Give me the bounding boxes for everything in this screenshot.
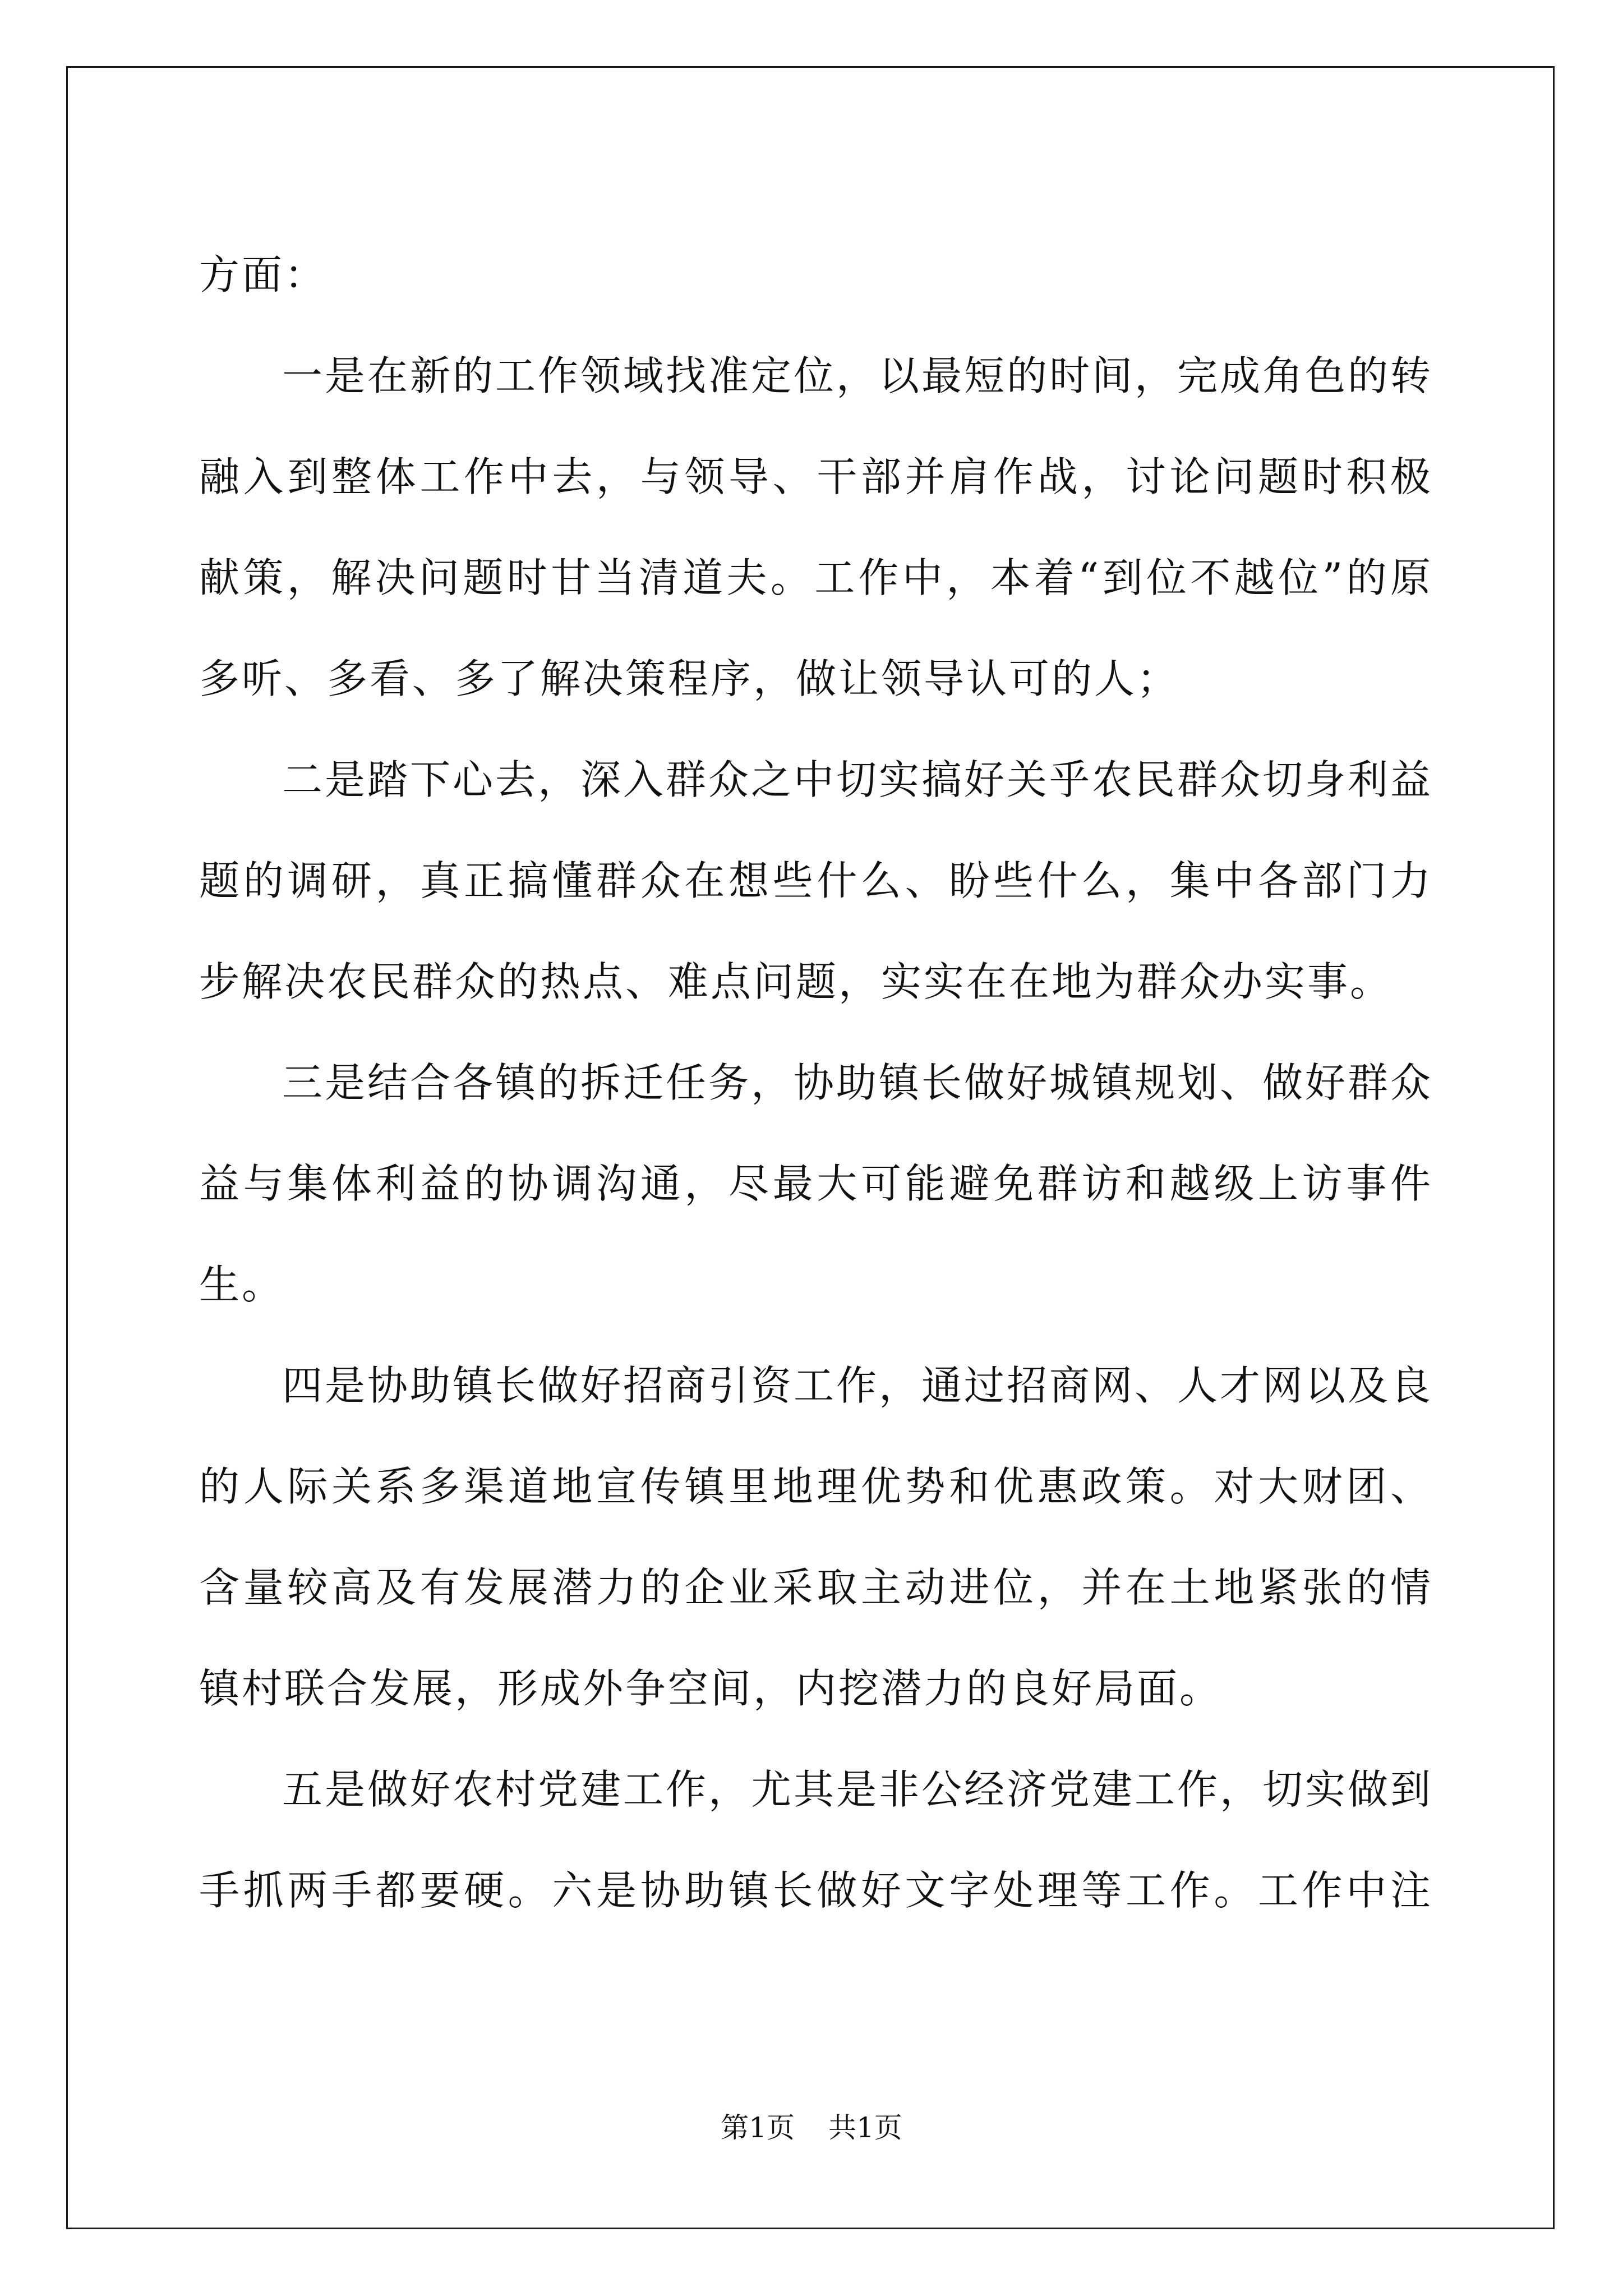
document-body — [199, 224, 1433, 1941]
paragraph-line: 手抓两手都要硬。六是协助镇长做好文字处理等工作。工作中注 — [199, 1867, 1433, 1914]
paragraph-line: 生。 — [199, 1261, 285, 1308]
paragraph-line: 方面： — [199, 251, 328, 298]
paragraph-line: 融入到整体工作中去，与领导、干部并肩作战，讨论问题时积极 — [199, 453, 1433, 500]
paragraph-line: 二是踏下心去，深入群众之中切实搞好关乎农民群众切身利益 — [282, 756, 1433, 803]
paragraph-line: 多听、多看、多了解决策程序，做让领导认可的人； — [199, 655, 1180, 702]
page-total: 共1页 — [828, 2111, 902, 2144]
paragraph-line: 四是协助镇长做好招商引资工作，通过招商网、人才网以及良 — [282, 1362, 1433, 1409]
paragraph-line: 步解决农民群众的热点、难点问题，实实在在地为群众办实事。 — [199, 958, 1393, 1005]
paragraph-line: 益与集体利益的协调沟通，尽最大可能避免群访和越级上访事件 — [199, 1160, 1433, 1207]
paragraph-line: 五是做好农村党建工作，尤其是非公经济党建工作，切实做到 — [282, 1766, 1433, 1813]
paragraph-line: 镇村联合发展，形成外争空间，内挖潜力的良好局面。 — [199, 1665, 1223, 1712]
page-number: 第1页 — [721, 2111, 795, 2144]
paragraph-line: 含量较高及有发展潜力的企业采取主动进位，并在土地紧张的情 — [199, 1564, 1433, 1611]
paragraph-line: 题的调研，真正搞懂群众在想些什么、盼些什么，集中各部门力 — [199, 857, 1433, 904]
paragraph-line: 三是结合各镇的拆迁任务，协助镇长做好城镇规划、做好群众 — [282, 1059, 1433, 1106]
page-footer — [0, 2111, 1623, 2145]
paragraph-line: 献策，解决问题时甘当清道夫。工作中，本着“到位不越位”的原 — [199, 554, 1433, 601]
paragraph-line: 一是在新的工作领域找准定位，以最短的时间，完成角色的转 — [282, 352, 1433, 399]
paragraph-line: 的人际关系多渠道地宣传镇里地理优势和优惠政策。对大财团、 — [199, 1463, 1433, 1510]
